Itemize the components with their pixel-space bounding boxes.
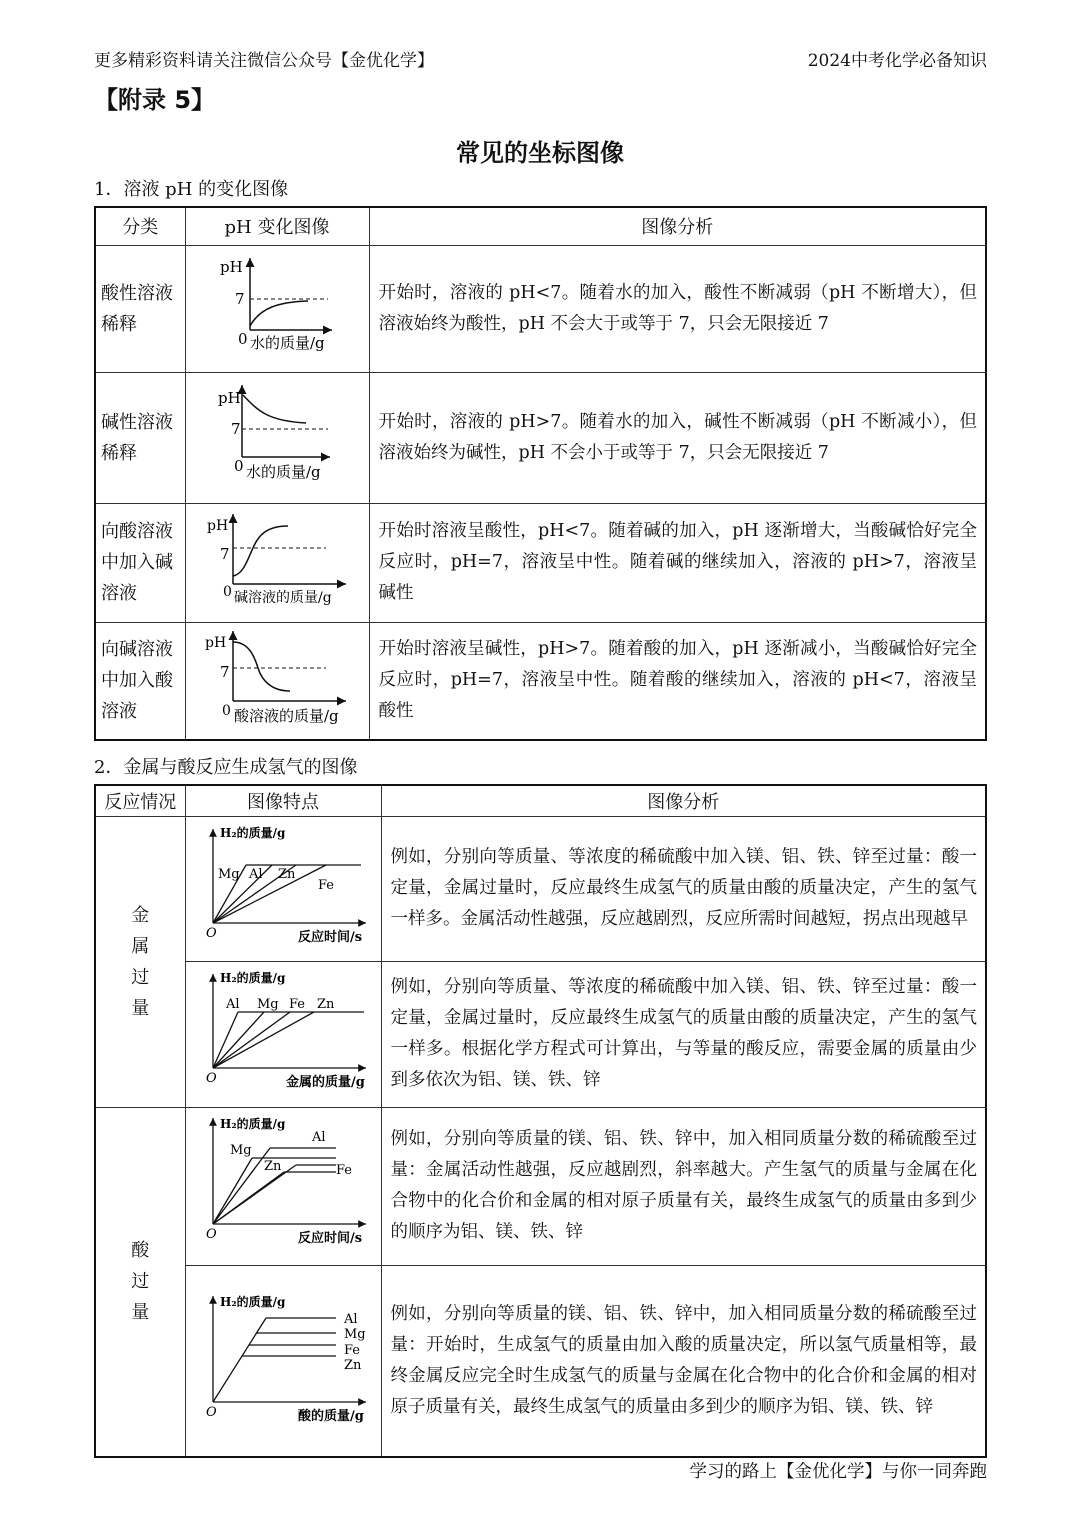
group-metal-excess: 金属过量 xyxy=(95,816,185,1107)
metal-label: Fe xyxy=(288,996,305,1012)
table-row xyxy=(95,503,986,622)
ref-7-label: 7 xyxy=(234,289,245,308)
y-axis-label: pH xyxy=(217,388,241,407)
metal-label: Zn xyxy=(343,1357,361,1373)
col-reaction: 反应情况 xyxy=(95,785,185,816)
x-axis-label: 反应时间/s xyxy=(297,1230,362,1246)
h2-table xyxy=(94,784,987,1458)
table-row xyxy=(95,372,986,503)
x-axis-label: 金属的质量/g xyxy=(285,1074,365,1090)
origin-label: 0 xyxy=(222,583,232,600)
x-axis-label: 碱溶液的质量/g xyxy=(233,589,332,606)
metal-label: Zn xyxy=(263,1158,281,1174)
metal-label: Al xyxy=(225,996,240,1012)
origin-label: 0 xyxy=(233,456,244,475)
page-title: 常见的坐标图像 xyxy=(456,139,624,167)
ref-7-label: 7 xyxy=(230,419,241,438)
row-analysis: 开始时溶液呈酸性，pH<7。随着碱的加入，pH 逐渐增大，当酸碱恰好完全反应时，pH=7，溶液呈中性。随着碱的继续加入，溶液的 pH>7，溶液呈碱性 xyxy=(369,503,986,622)
metal-label: Zn xyxy=(316,996,334,1012)
ph-graph-acid-dilution xyxy=(186,246,370,368)
metal-label: Mg xyxy=(343,1326,366,1342)
metal-label: Al xyxy=(311,1129,326,1145)
table-row xyxy=(95,816,986,961)
row-analysis: 开始时溶液呈碱性，pH>7。随着酸的加入，pH 逐渐减小，当酸碱恰好完全反应时，pH=7，溶液呈中性。随着酸的继续加入，溶液的 pH<7，溶液呈酸性 xyxy=(369,622,986,740)
metal-label: Mg xyxy=(256,996,279,1012)
metal-label: Fe xyxy=(317,877,334,893)
section1-heading: 1．溶液 pH 的变化图像 xyxy=(94,179,289,200)
h2-graph-cell xyxy=(185,961,381,1107)
origin-label: 0 xyxy=(221,702,231,719)
col-analysis: 图像分析 xyxy=(381,785,986,816)
table-row xyxy=(95,961,986,1107)
h2-graph-metal-mass xyxy=(186,962,382,1103)
x-axis-label: 酸溶液的质量/g xyxy=(233,706,339,725)
h2-graph-cell xyxy=(185,816,381,961)
row-analysis: 例如，分别向等质量的镁、铝、铁、锌中，加入相同质量分数的稀硫酸至过量：金属活动性越强，反应越剧烈，斜率越大。产生氢气的质量与金属在化合物中的化合价和金属的相对原子质量有关，最终生成氢气的质量由多到少的顺序为铝、镁、铁、锌 xyxy=(381,1107,986,1265)
row-analysis: 开始时，溶液的 pH<7。随着水的加入，酸性不断减弱（pH 不断增大），但溶液始终为酸性，pH 不会大于或等于 7，只会无限接近 7 xyxy=(369,245,986,372)
row-category: 向碱溶液中加入酸溶液 xyxy=(95,622,185,740)
ph-graph-base-plus-acid xyxy=(186,623,370,735)
col-analysis: 图像分析 xyxy=(369,207,986,245)
origin-label: O xyxy=(205,1070,217,1086)
y-axis-label: H₂的质量/g xyxy=(219,825,285,840)
table-row xyxy=(95,1107,986,1265)
ph-table-header xyxy=(95,207,986,245)
row-category: 酸性溶液稀释 xyxy=(95,245,185,372)
ph-table xyxy=(94,206,987,741)
h2-graph-metal-time xyxy=(186,817,382,957)
header-left: 更多精彩资料请关注微信公众号【金优化学】 xyxy=(94,51,434,71)
h2-graph-cell xyxy=(185,1107,381,1265)
h2-graph-acid-time xyxy=(186,1108,382,1261)
y-axis-label: pH xyxy=(204,634,226,651)
row-analysis: 例如，分别向等质量、等浓度的稀硫酸中加入镁、铝、铁、锌至过量：酸一定量，金属过量时，反应最终生成氢气的质量由酸的质量决定，产生的氢气一样多。金属活动性越强，反应越剧烈，反应所需时间越短，拐点出现越早 xyxy=(381,816,986,961)
ph-graph-cell xyxy=(185,622,369,740)
table-row xyxy=(95,1265,986,1457)
y-axis-label: H₂的质量/g xyxy=(219,970,285,985)
y-axis-label: H₂的质量/g xyxy=(219,1294,285,1309)
ref-7-label: 7 xyxy=(219,544,230,563)
ph-graph-cell xyxy=(185,245,369,372)
ph-graph-cell xyxy=(185,503,369,622)
origin-label: 0 xyxy=(237,329,248,348)
col-features: 图像特点 xyxy=(185,785,381,816)
origin-label: O xyxy=(205,925,217,941)
metal-label: Zn xyxy=(277,866,295,882)
row-analysis: 例如，分别向等质量的镁、铝、铁、锌中，加入相同质量分数的稀硫酸至过量：开始时，生成氢气的质量由加入酸的质量决定，所以氢气质量相等，最终金属反应完全时生成氢气的质量与金属在化合物中的化合价和金属的相对原子质量有关，最终生成氢气的质量由多到少的顺序为铝、镁、铁、锌 xyxy=(381,1265,986,1457)
table-row xyxy=(95,622,986,740)
footer-slogan: 学习的路上【金优化学】与你一同奔跑 xyxy=(689,1462,987,1482)
row-category: 碱性溶液稀释 xyxy=(95,372,185,503)
y-axis-label: pH xyxy=(219,257,243,276)
x-axis-label: 水的质量/g xyxy=(245,462,321,481)
ph-graph-acid-plus-base xyxy=(186,504,370,618)
origin-label: O xyxy=(205,1226,217,1242)
row-analysis: 开始时，溶液的 pH>7。随着水的加入，碱性不断减弱（pH 不断减小），但溶液始终为碱性，pH 不会小于或等于 7，只会无限接近 7 xyxy=(369,372,986,503)
metal-label: Al xyxy=(343,1311,358,1327)
header-right: 2024中考化学必备知识 xyxy=(807,51,987,71)
metal-label: Mg xyxy=(217,866,240,882)
x-axis-label: 水的质量/g xyxy=(249,333,325,352)
ref-7-label: 7 xyxy=(219,662,230,681)
x-axis-label: 酸的质量/g xyxy=(297,1408,364,1424)
h2-table-header xyxy=(95,785,986,816)
appendix-label: 【附录 5】 xyxy=(94,86,216,114)
col-graph: pH 变化图像 xyxy=(185,207,369,245)
metal-label: Al xyxy=(248,866,263,882)
origin-label: O xyxy=(205,1404,217,1420)
y-axis-label: pH xyxy=(206,517,228,534)
h2-graph-cell xyxy=(185,1265,381,1457)
metal-label: Mg xyxy=(229,1142,252,1158)
section2-heading: 2．金属与酸反应生成氢气的图像 xyxy=(94,757,358,778)
row-analysis: 例如，分别向等质量、等浓度的稀硫酸中加入镁、铝、铁、锌至过量：酸一定量，金属过量时，反应最终生成氢气的质量由酸的质量决定，产生的氢气一样多。根据化学方程式可计算出，与等量的酸反应，需要金属的质量由少到多依次为铝、镁、铁、锌 xyxy=(381,961,986,1107)
metal-label: Fe xyxy=(343,1342,360,1358)
ph-graph-cell xyxy=(185,372,369,503)
h2-graph-acid-mass xyxy=(186,1266,382,1452)
x-axis-label: 反应时间/s xyxy=(297,929,362,945)
table-row xyxy=(95,245,986,372)
ph-graph-base-dilution xyxy=(186,373,370,499)
row-category: 向酸溶液中加入碱溶液 xyxy=(95,503,185,622)
y-axis-label: H₂的质量/g xyxy=(219,1116,285,1131)
group-acid-excess: 酸过量 xyxy=(95,1107,185,1457)
metal-label: Fe xyxy=(335,1162,352,1178)
col-category: 分类 xyxy=(95,207,185,245)
